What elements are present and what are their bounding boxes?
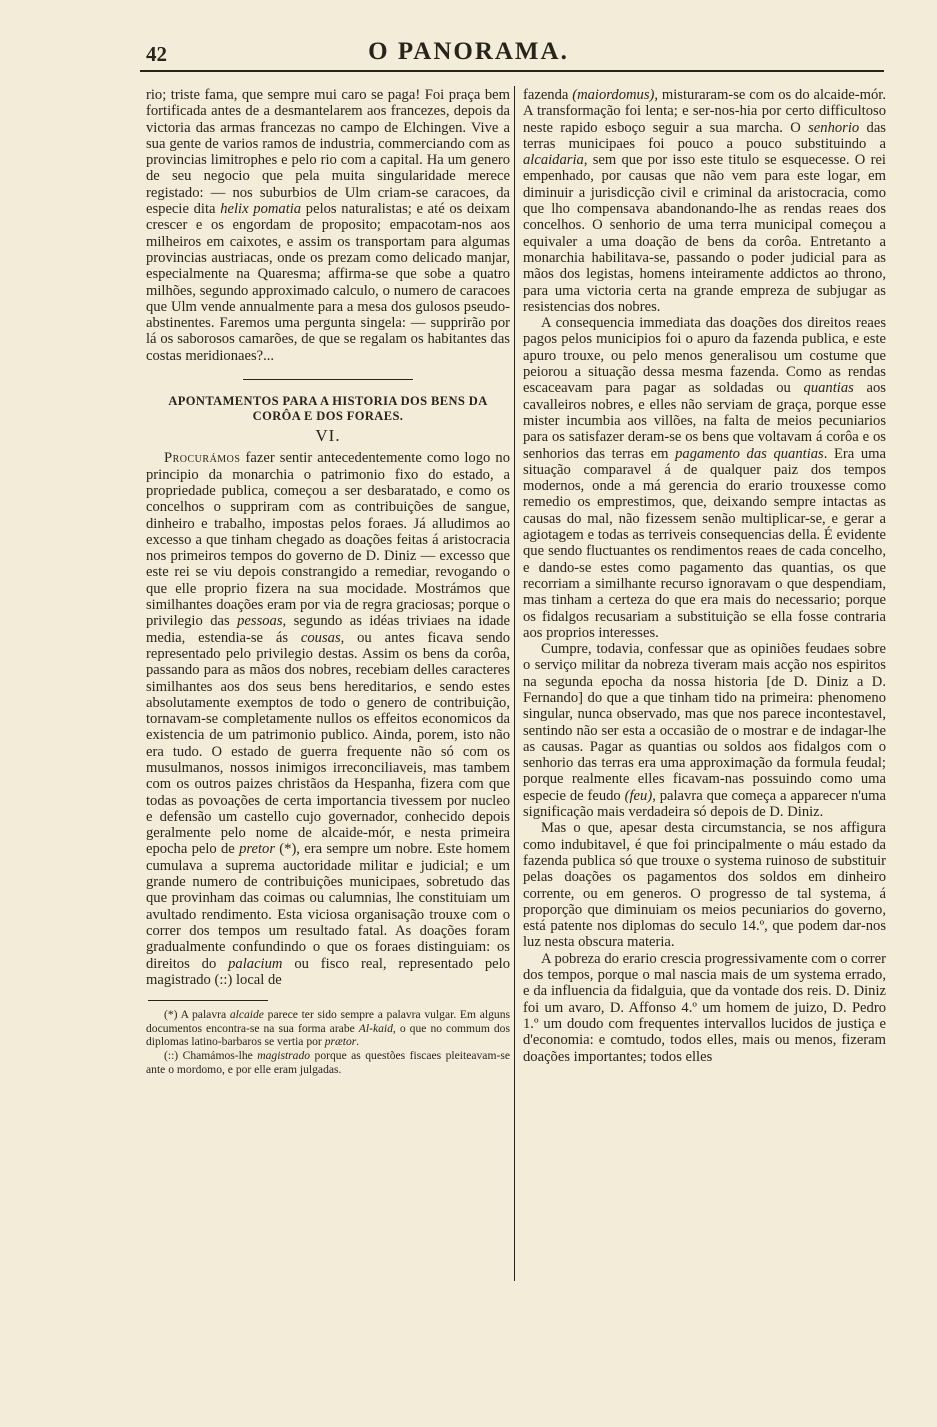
footnote-1: (*) A palavra alcaide parece ter sido sempre a palavra vulgar. Em alguns documentos encontra-se na sua forma arabe Al-kaid, o que no commum dos diplomas latino-barbaros se vertia por prætor. bbox=[146, 1008, 511, 1049]
section-title: APONTAMENTOS PARA A HISTORIA DOS BENS DA CORÔA E DOS FORAES. bbox=[168, 394, 488, 424]
article-paragraph: Mas o que, apesar desta circumstancia, se nos affigura como indubitavel, é que foi principalmente o máu estado da fazenda publica só que trouxe o systema ruinoso de substituir pelas doações os pagamentos dos soldos em dinheiro corrente, ou em generos. O progresso de tal systema, á proporção que diminuiam os meios pecuniarios do governo, está patente nos diplomas do seculo 14.º, que podem dar-nos luz nesta obscura materia. bbox=[523, 820, 886, 951]
article-paragraph: A pobreza do erario crescia progressivamente com o correr dos tempos, porque o mal nascia mais de um systema errado, e da influencia da fidalguia, que da vontade dos reis. D. Diniz foi um avaro, D. Affonso 4.º um homem de juizo, D. Pedro 1.º um doudo com frequentes intervallos lucidos de justiça e d'economia: e comtudo, todos elles, mais ou menos, fizeram doações importantes; todos elles bbox=[523, 950, 886, 1065]
footnotes bbox=[146, 1008, 510, 1076]
right-column bbox=[523, 87, 886, 1065]
article-paragraph: Procurámos fazer sentir antecedentemente como logo no principio da monarchia o patrimonio fixo do estado, a propriedade publica, começou a ser desbaratado, e como os concelhos o suppriram com as contribuições de sangue, dinheiro e trabalho, impostas pelos foraes. Já alludimos ao excesso a que tinham chegado as doações feitas á aristocracia nos primeiros tempos do governo de D. Diniz — excesso que este rei se viu depois constrangido a remediar, revogando o que elle proprio fizera na sua mocidade. Mostrámos que similhantes doações eram por via de regra graciosas; porque o privilegio das pessoas, segundo as idéas triviaes na idade media, estendia-se ás cousas, ou antes ficava sendo representado pelo privilegio destas. Assim os bens da corôa, passando para as mãos dos nobres, recebiam delles caracteres similhantes aos dos seus bens hereditarios, e sendo estes absolutamente exemptos de todo o genero de contribuição, tornavam-se completamente nullos os effeitos economicos da existencia de um patrimonio publico. Ainda, porem, isto não era tudo. O estado de guerra frequente não só com os musulmanos, nossos inimigos irreconciliaveis, mas tambem com os outros paizes christãos da Hespanha, fizera com que todas as povoações de certa importancia tivessem por nucleo e defensão um castello cujo governador, conhecido depois geralmente pelo nome de alcaide-mór, e nesta primeira epocha pelo de pretor (*), era sempre um nobre. Este homem cumulava a suprema auctoridade militar e judicial; e um grande numero de contribuições municipaes, sobretudo das que provinham das coimas ou calumnias, lhe constituiam um avultado rendimento. Esta viciosa organisação trouxe com o correr dos tempos um resultado fatal. As doações foram gradualmente confundindo o que os foraes distinguiam: os direitos do palacium ou fisco real, representado pelo magistrado (::) local de bbox=[146, 450, 510, 988]
page-number: 42 bbox=[146, 42, 167, 66]
header-rule bbox=[140, 70, 884, 72]
left-column bbox=[146, 87, 510, 1076]
article-paragraph: A consequencia immediata das doações dos direitos reaes pagos pelos municipios foi o apuro da fazenda publica, e este apuro trouxe, ou pelo menos generalisou um costume que peiorou a situação dessa mesma fazenda. Como as rendas escaceavam para pagar as soldadas ou quantias aos cavalleiros nobres, e elles não serviam de graça, porque esse mister incumbia aos villões, na falta de meios pecuniarios para os satisfazer deram-se os bens que voltavam á corôa e os senhorios das terras em pagamento das quantias. Era uma situação comparavel á de qualquer paiz dos tempos modernos, onde a má gerencia do erario trouxesse como remedio os emprestimos, que, deixando sempre intactas as causas do mal, não fizessem senão multiplicar-se, e gerar a agiotagem e todas as terriveis consequencias della. É evidente que sendo fluctuantes os rendimentos reaes de cada concelho, e dando-se estes como pagamento das quantias, os que recorriam a similhante recurso ignoravam o que despendiam, mas tinham a certeza do que era mais do necessario; porque os fidalgos recusariam a substituição se ella fosse contraria aos proprios interesses. bbox=[523, 315, 886, 641]
article-paragraph: Cumpre, todavia, confessar que as opiniões feudaes sobre o serviço militar da nobreza tiveram mais acção nos espiritos na segunda epocha da nossa historia [de D. Diniz a D. Fernando] do que a que tinham tido na primeira: phenomeno singular, nunca observado, mas que nos parece incontestavel, sentindo não ser esta a occasião de o mostrar e de indagar-lhe as causas. Pagar as quantias ou soldos aos fidalgos com o senhorio das terras era uma approximação da formula feudal; porque realmente elles ficavam-nas possuindo como uma especie de feudo (feu), palavra que começa a apparecer n'uma significação mais verdadeira só depois de D. Diniz. bbox=[523, 641, 886, 821]
column-divider bbox=[514, 86, 515, 1281]
masthead-title: O PANORAMA. bbox=[368, 38, 569, 65]
article-separator bbox=[243, 379, 413, 380]
footnote-rule bbox=[148, 1000, 268, 1001]
section-number: VI. bbox=[315, 426, 341, 446]
footnote-2: (::) Chamámos-lhe magistrado porque as questões fiscaes pleiteavam-se ante o mordomo, e por elle eram julgadas. bbox=[146, 1048, 510, 1076]
ulm-paragraph: rio; triste fama, que sempre mui caro se paga! Foi praça bem fortificada antes de a desmantelarem aos francezes, depois da victoria das armas francezas no campo de Elchingen. Vive a sua gente de varios ramos de industria, commerciando com as provincias limitrophes e pelo rio com a capital. Ha um genero de seu negocio que pela muita singularidade merece registado: — nos suburbios de Ulm criam-se caracoes, da especie dita helix pomatia pelos naturalistas; e até os deixam crescer e os engordam de proposito; empacotam-nos aos milheiros em caixotes, e assim os transportam para algumas provincias austriacas, onde os prezam como delicado manjar, especialmente na Quaresma; affirma-se que sobe a quatro milhões, segundo approximado calculo, o numero de caracoes que Ulm vende annualmente para a mesa dos gulosos pseudo-abstinentes. Faremos uma pergunta singela: — supprirão por lá os saborosos camarões, de que se regalam os habitantes das costas meridionaes?... bbox=[146, 87, 510, 364]
article-paragraph: fazenda (maiordomus), misturaram-se com os do alcaide-mór. A transformação foi lenta; e ser-nos-hia por certo difficultoso neste rapido esboço seguir a sua marcha. O senhorio das terras municipaes foi pouco a pouco substituindo a alcaidaria, sem que por isso este titulo se esquecesse. O rei empenhado, por causas que não vem para este logar, em diminuir a jurisdicção civil e criminal da aristocracia, como que lho compensava abandonando-lhe as rendas reaes dos concelhos. O senhorio de uma terra municipal começou a equivaler a uma doação de bens da corôa. Entretanto a monarchia habilitava-se, passando o poder judicial para as mãos dos legistas, homens inteiramente addictos ao throno, para uma victoria certa na grande empreza de subjugar as resistencias dos nobres. bbox=[523, 87, 886, 315]
